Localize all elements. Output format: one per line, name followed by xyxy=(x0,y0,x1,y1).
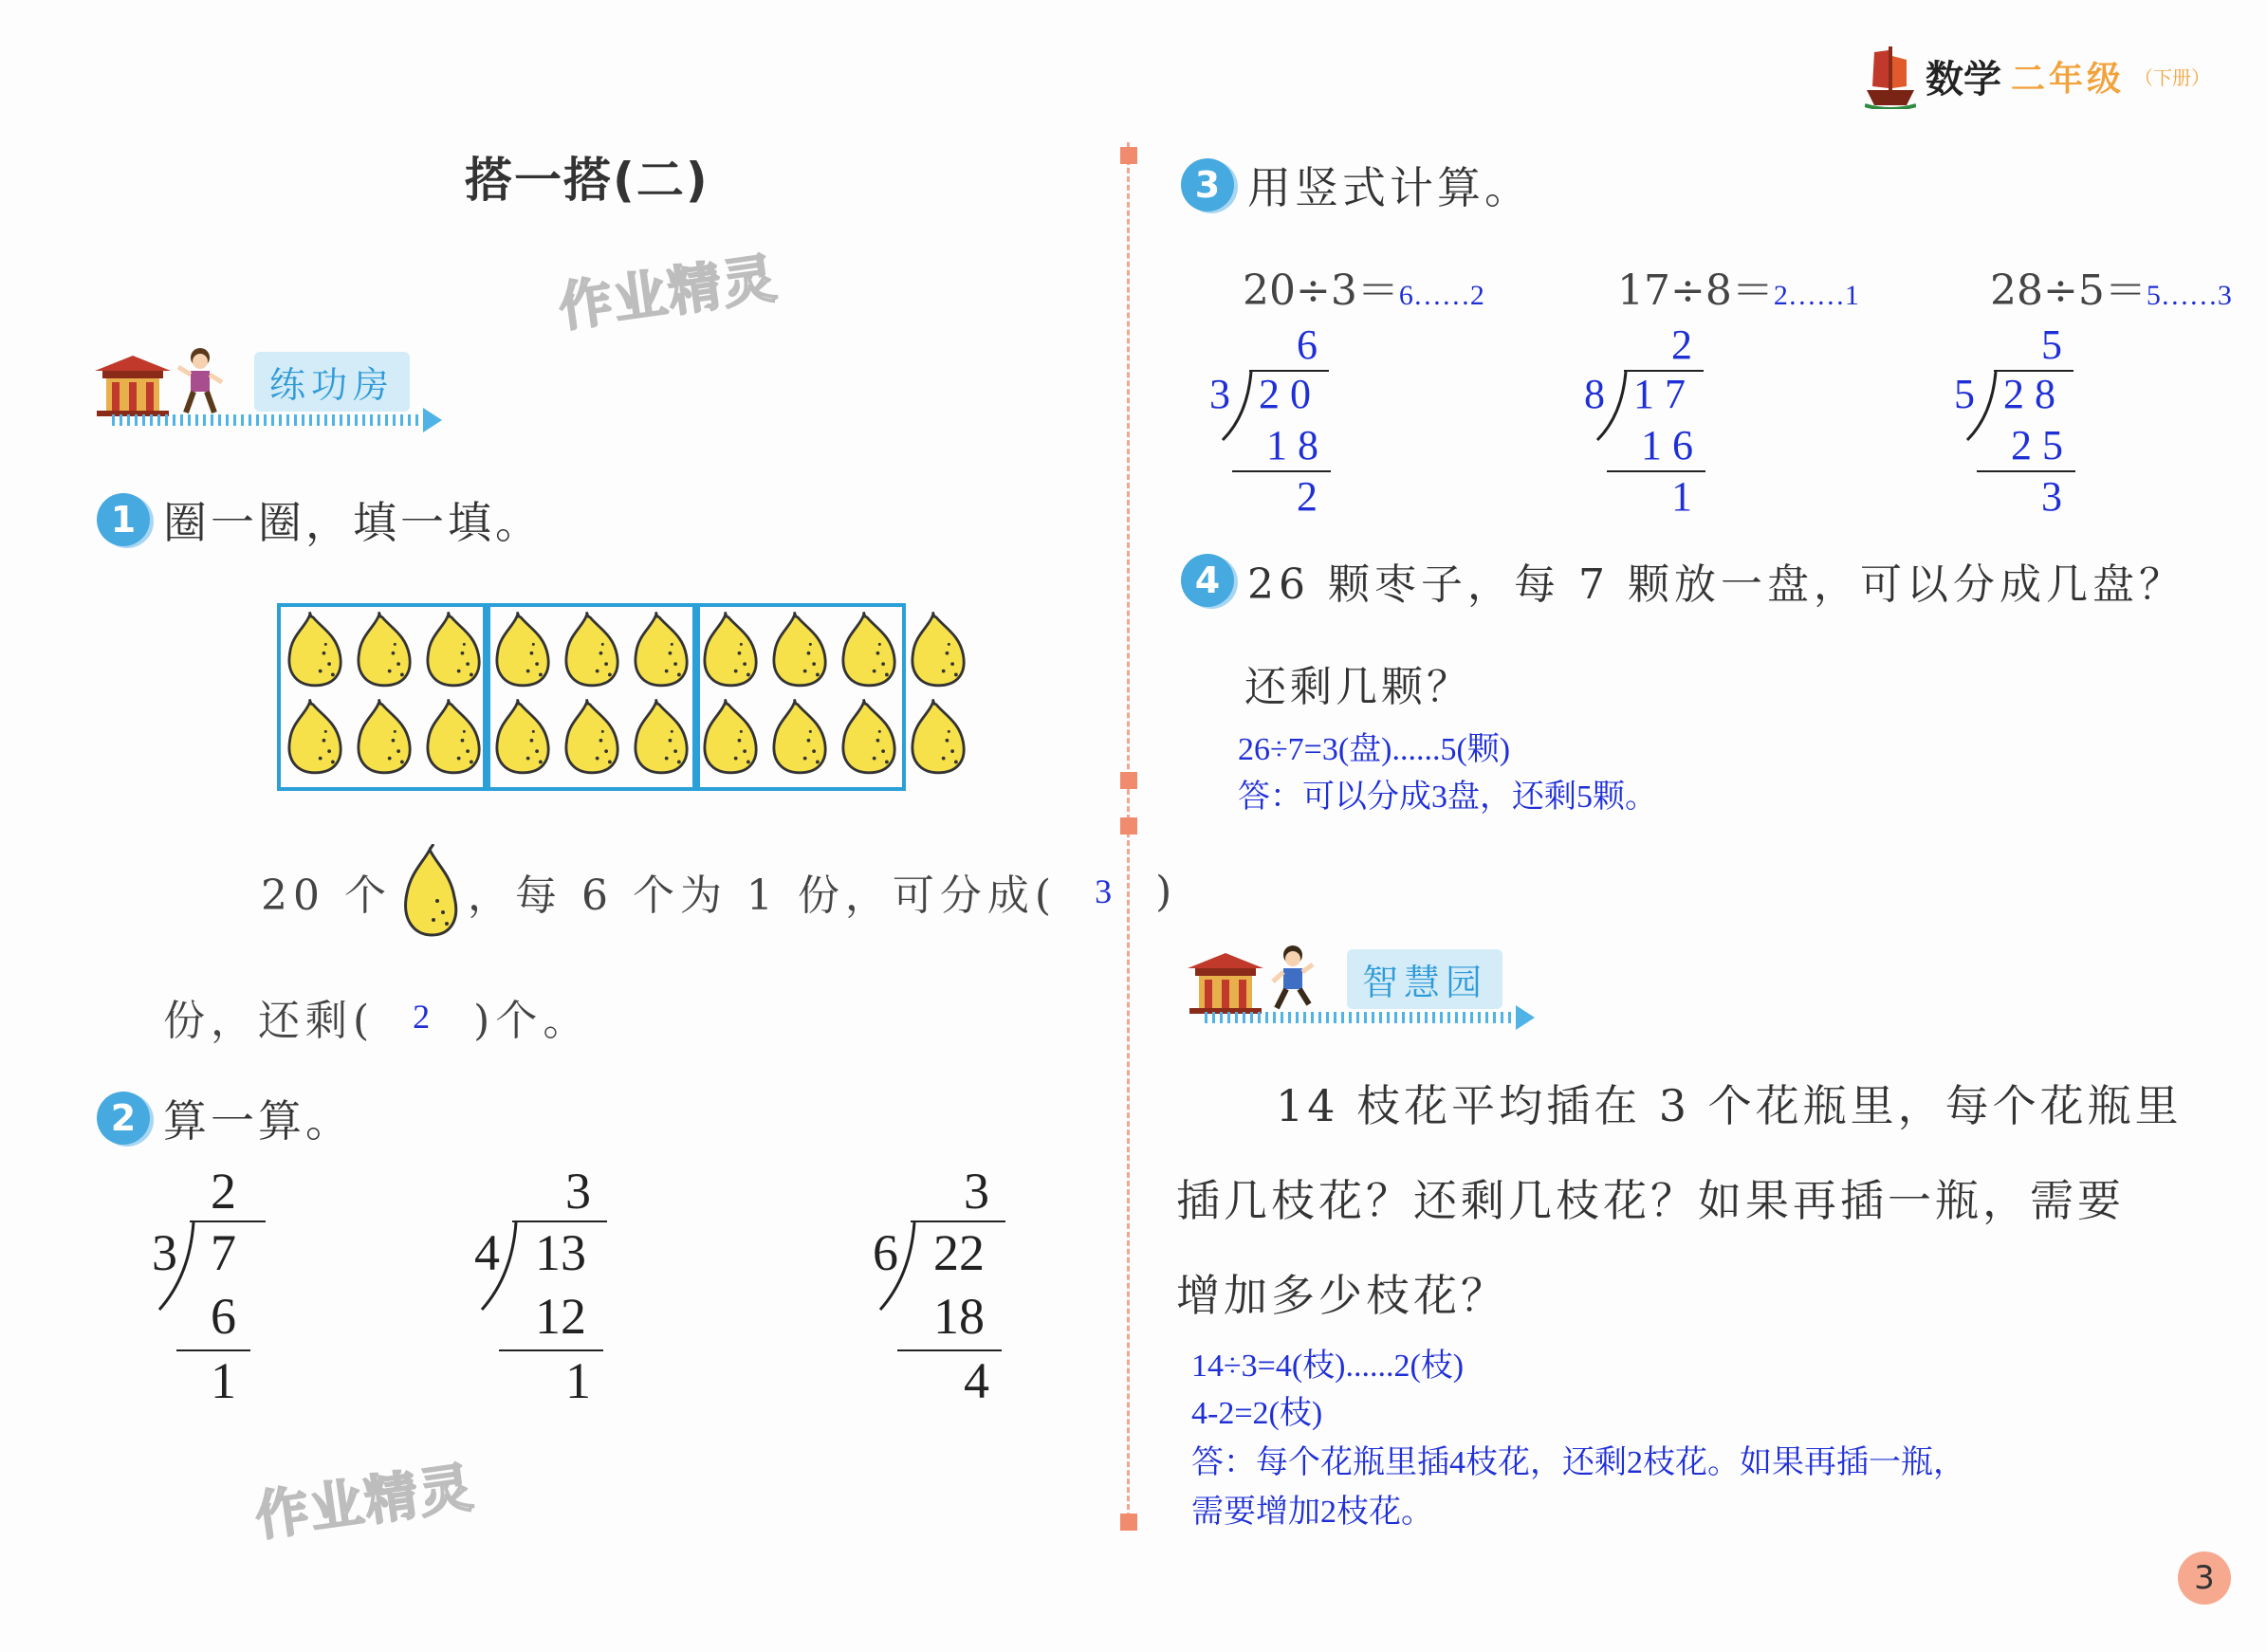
banner-ruler xyxy=(1205,1012,1518,1023)
wisdom-answer-line: 4-2=2(枝) xyxy=(1191,1396,1323,1431)
division-bar xyxy=(190,1221,266,1222)
divider-marker xyxy=(1120,1514,1137,1531)
question-4-header xyxy=(1181,550,2185,611)
pear-icon xyxy=(396,844,464,939)
wisdom-problem-line-1: 14 枝花平均插在 3 个花瓶里，每个花瓶里 xyxy=(1276,1080,2183,1131)
q1-text-a: 20 个 xyxy=(261,872,392,920)
practice-banner xyxy=(93,346,453,431)
page-number: 3 xyxy=(2178,1551,2231,1605)
group-circle xyxy=(487,603,696,791)
q3-answer: 2……1 xyxy=(1773,280,1859,311)
q2-quotient: 2 xyxy=(211,1163,236,1220)
q3-problem-3 xyxy=(1990,256,2232,317)
wisdom-answer-line: 14÷3=4(枝)......2(枝) xyxy=(1191,1349,1465,1384)
q3-division-3 xyxy=(1954,321,2077,520)
q3-product: 2 5 xyxy=(2011,422,2063,468)
q3-dividend: 2 8 xyxy=(2003,371,2055,417)
q1-text-e: )个。 xyxy=(473,997,591,1045)
q3-product: 1 8 xyxy=(1266,422,1318,468)
q3-remainder: 3 xyxy=(2041,473,2062,520)
watermark: 作业精灵 xyxy=(251,1457,479,1549)
q2-dividend: 13 xyxy=(535,1224,586,1281)
banner-arrow-icon xyxy=(423,408,442,432)
divider-marker xyxy=(1120,817,1137,835)
q3-dividend: 1 7 xyxy=(1633,371,1686,417)
q2-product: 18 xyxy=(933,1288,985,1345)
q3-answer: 6……2 xyxy=(1398,280,1484,311)
q4-answer-equation: 26÷7=3(盘)......5(颗) xyxy=(1238,732,1511,767)
group-circle xyxy=(696,603,906,791)
division-bracket xyxy=(152,1219,199,1313)
q3-remainder: 2 xyxy=(1297,473,1318,520)
page-divider xyxy=(1127,142,1130,1527)
division-bracket xyxy=(873,1219,920,1313)
q3-problem-2 xyxy=(1617,256,1859,317)
q1-text-c: ) xyxy=(1155,867,1178,916)
banner-arrow-icon xyxy=(1516,1005,1535,1030)
division-bar xyxy=(512,1221,607,1222)
wisdom-banner-label: 智慧园 xyxy=(1347,949,1502,1009)
pavilion-icon xyxy=(93,352,173,418)
q3-product: 1 6 xyxy=(1641,422,1693,468)
pear-icon xyxy=(906,698,974,778)
q2-remainder: 4 xyxy=(964,1352,989,1409)
q3-expr: 20÷3＝ xyxy=(1243,266,1399,315)
watermark: 作业精灵 xyxy=(555,248,783,340)
q3-quotient: 2 xyxy=(1671,321,1692,368)
q4-answer-sentence: 答：可以分成3盘，还剩5颗。 xyxy=(1238,780,1657,815)
question-number-badge: 3 xyxy=(1181,158,1234,211)
q3-remainder: 1 xyxy=(1671,473,1692,520)
division-bracket xyxy=(1963,368,2001,444)
q2-quotient: 3 xyxy=(964,1163,989,1220)
ship-logo-icon xyxy=(1865,43,1916,109)
kid-running-icon xyxy=(1269,944,1317,1016)
division-bracket xyxy=(1594,368,1631,444)
wisdom-answer-line: 答：每个花瓶里插4枝花，还剩2枝花。如果再插一瓶， xyxy=(1191,1445,1965,1480)
q2-dividend: 7 xyxy=(211,1224,236,1281)
q3-expr: 28÷5＝ xyxy=(1990,266,2147,315)
q3-quotient: 5 xyxy=(2041,321,2062,368)
header-grade: 二年级 xyxy=(2010,58,2125,99)
pavilion-icon xyxy=(1186,949,1265,1016)
division-bar xyxy=(911,1221,1005,1222)
q2-divisor: 3 xyxy=(152,1224,177,1281)
question-number-badge: 4 xyxy=(1181,554,1234,607)
q1-answer-left: 2 xyxy=(413,998,436,1036)
pear-grid xyxy=(277,597,998,797)
wisdom-answer-line: 需要增加2枝花。 xyxy=(1191,1495,1433,1530)
q1-answer-parts: 3 xyxy=(1095,872,1118,910)
practice-banner-label: 练功房 xyxy=(254,352,410,412)
kid-exercise-icon xyxy=(176,346,224,418)
group-circle xyxy=(277,603,487,791)
divider-marker xyxy=(1120,772,1137,789)
q2-divisor: 6 xyxy=(873,1224,898,1281)
q3-division-2 xyxy=(1584,321,1707,520)
q2-product: 6 xyxy=(211,1288,236,1345)
question-number-badge: 1 xyxy=(97,493,150,546)
question-number-badge: 2 xyxy=(97,1092,150,1145)
q2-division-2 xyxy=(474,1162,607,1408)
q3-problem-1 xyxy=(1243,256,1484,317)
q2-remainder: 1 xyxy=(211,1352,236,1409)
division-bracket xyxy=(474,1219,522,1313)
q3-dividend: 2 0 xyxy=(1259,371,1311,417)
banner-ruler xyxy=(112,414,425,426)
header-brand xyxy=(1865,43,2210,109)
q2-divisor: 4 xyxy=(474,1224,500,1281)
header-volume: （下册） xyxy=(2134,65,2210,89)
q3-expr: 17÷8＝ xyxy=(1617,266,1774,315)
q2-division-3 xyxy=(873,1162,1005,1408)
q3-quotient: 6 xyxy=(1297,321,1318,368)
question-4-text-line-2: 还剩几颗？ xyxy=(1244,663,1472,711)
divider-marker xyxy=(1120,147,1137,164)
wisdom-problem-line-2: 插几枝花？还剩几枝花？如果再插一瓶，需要 xyxy=(1176,1175,2125,1226)
question-3-instruction: 用竖式计算。 xyxy=(1247,162,1532,213)
wisdom-banner xyxy=(1186,944,1546,1029)
question-1-header xyxy=(97,488,543,551)
q1-text-b: ，每 6 个为 1 份，可分成( xyxy=(467,872,1058,920)
question-2-header xyxy=(97,1087,353,1149)
q1-text-d: 份，还剩( xyxy=(163,997,376,1045)
q3-division-1 xyxy=(1209,321,1333,520)
question-4-text-line-1: 26 颗枣子，每 7 颗放一盘，可以分成几盘？ xyxy=(1247,560,2185,609)
question-3-header xyxy=(1181,154,1532,216)
pear-icon xyxy=(906,611,974,690)
header-subject: 数学 xyxy=(1925,57,2001,101)
q2-dividend: 22 xyxy=(933,1224,985,1281)
division-bracket xyxy=(1219,368,1257,444)
question-2-instruction: 算一算。 xyxy=(163,1095,353,1147)
q2-division-1 xyxy=(152,1162,266,1408)
q3-divisor: 5 xyxy=(1954,371,1975,417)
q2-remainder: 1 xyxy=(565,1352,591,1409)
q2-quotient: 3 xyxy=(565,1163,591,1220)
q3-answer: 5……3 xyxy=(2146,280,2232,311)
page-title: 搭一搭(二) xyxy=(465,153,710,208)
wisdom-problem-line-3: 增加多少枝花？ xyxy=(1176,1270,1508,1321)
q2-product: 12 xyxy=(535,1288,586,1345)
question-1-instruction: 圈一圈，填一填。 xyxy=(163,497,543,548)
question-1-line-1 xyxy=(261,844,1177,939)
question-1-line-2 xyxy=(163,986,590,1047)
q3-divisor: 8 xyxy=(1584,371,1605,417)
q3-divisor: 3 xyxy=(1209,371,1230,417)
